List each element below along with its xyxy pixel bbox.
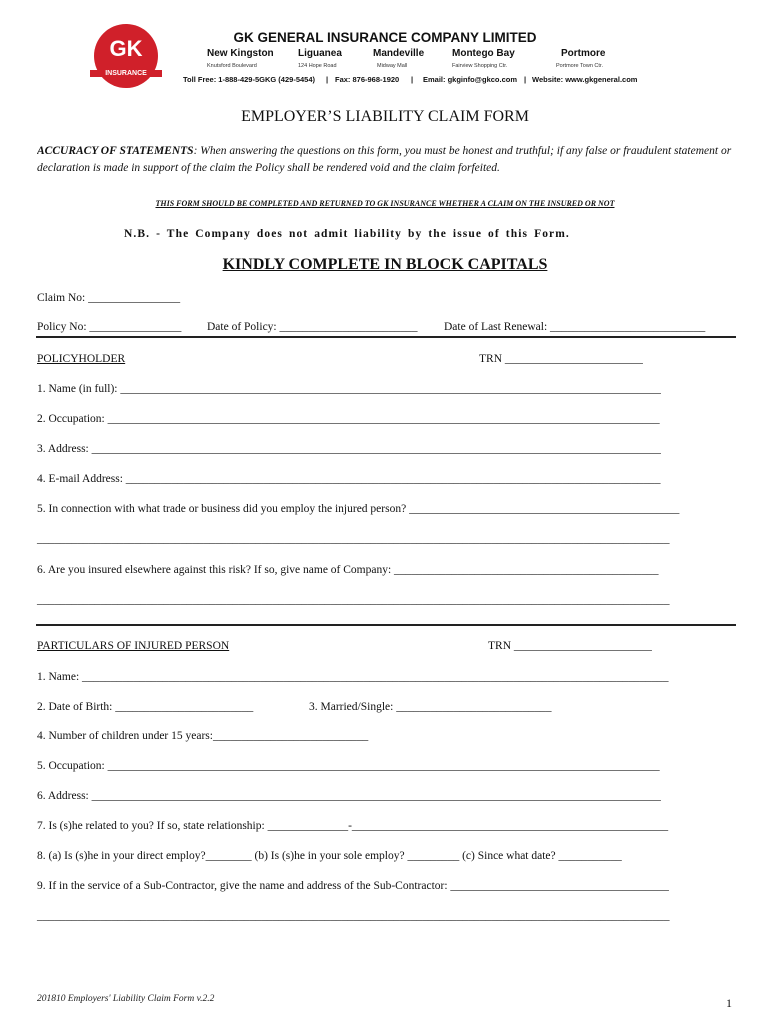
return-notice: THIS FORM SHOULD BE COMPLETED AND RETURNED TO GK INSURANCE WHETHER A CLAIM ON THE INSURED OR NOT <box>155 199 615 208</box>
section-divider <box>36 624 736 626</box>
relationship-field[interactable]: 7. Is (s)he related to you? If so, state relationship: ______________-_______________________________________________________ <box>37 820 669 832</box>
insured-elsewhere-field[interactable]: 6. Are you insured elsewhere against this risk? If so, give name of Company: ______________________________________________ <box>37 564 659 576</box>
injured-occupation-field[interactable]: 5. Occupation: ________________________________________________________________________________________________ <box>37 760 660 772</box>
location-address: 124 Hope Road <box>298 63 337 69</box>
email-address: Email: gkginfo@gkco.com <box>423 75 517 84</box>
location-address: Knutsford Boulevard <box>207 63 257 69</box>
claim-no-field[interactable]: Claim No: ________________ <box>37 292 181 304</box>
trade-business-line[interactable]: ______________________________________________________________________________________________________________ <box>37 533 670 545</box>
form-title: EMPLOYER’S LIABILITY CLAIM FORM <box>241 108 529 125</box>
toll-free-number: Toll Free: 1-888-429-5GKG (429-5454) <box>183 75 316 84</box>
policy-no-field[interactable]: Policy No: ________________ <box>37 321 182 333</box>
location-name: New Kingston <box>207 48 274 59</box>
page-number: 1 <box>726 996 732 1010</box>
block-capitals-heading: KINDLY COMPLETE IN BLOCK CAPITALS <box>222 256 548 273</box>
policyholder-name-field[interactable]: 1. Name (in full): ______________________________________________________________________________________________ <box>37 383 661 395</box>
separator: | <box>411 75 414 84</box>
location-address: Fairview Shopping Ctr. <box>452 63 508 69</box>
location-address: Midway Mall <box>377 63 408 69</box>
accuracy-label: ACCURACY OF STATEMENTS <box>37 145 194 157</box>
website: Website: www.gkgeneral.com <box>532 75 638 84</box>
separator: | <box>524 75 527 84</box>
location-address: Portmore Town Ctr. <box>556 63 603 69</box>
location-name: Liguanea <box>298 48 342 59</box>
logo-text: GK <box>109 36 143 61</box>
company-name: GK GENERAL INSURANCE COMPANY LIMITED <box>233 30 537 45</box>
form-version: 201810 Employers' Liability Claim Form v.2.2 <box>37 994 215 1004</box>
policyholder-heading: POLICYHOLDER <box>37 353 126 365</box>
sub-contractor-field[interactable]: 9. If in the service of a Sub-Contractor, give the name and address of the Sub-Contractor: ______________________________________ <box>37 880 669 892</box>
injured-name-field[interactable]: 1. Name: ______________________________________________________________________________________________________ <box>37 671 669 683</box>
injured-address-field[interactable]: 6. Address: ___________________________________________________________________________________________________ <box>37 790 661 802</box>
location-name: Portmore <box>561 48 606 59</box>
children-count-field[interactable]: 4. Number of children under 15 years:___________________________ <box>37 730 369 742</box>
marital-status-field[interactable]: 3. Married/Single: ___________________________ <box>309 701 552 713</box>
policyholder-address-field[interactable]: 3. Address: ___________________________________________________________________________________________________ <box>37 443 661 455</box>
policyholder-email-field[interactable]: 4. E-mail Address: _____________________________________________________________________________________________ <box>37 473 661 485</box>
accuracy-text: : When answering the questions on this form, you must be honest and truthful; if any false or fraudulent statement or declaration is made in support of the claim the Policy shall be rendered void and the claim forfeited. <box>37 145 732 174</box>
section-divider <box>36 336 736 338</box>
separator: | <box>326 75 329 84</box>
injured-person-heading: PARTICULARS OF INJURED PERSON <box>37 640 230 652</box>
sub-contractor-line[interactable]: ______________________________________________________________________________________________________________ <box>37 910 670 922</box>
insured-elsewhere-line[interactable]: ______________________________________________________________________________________________________________ <box>37 594 670 606</box>
location-name: Mandeville <box>373 48 425 59</box>
date-of-birth-field[interactable]: 2. Date of Birth: ________________________ <box>37 701 254 713</box>
fax-number: Fax: 876-968-1920 <box>335 75 400 84</box>
injured-trn-field[interactable]: TRN ________________________ <box>488 640 652 652</box>
trade-business-field[interactable]: 5. In connection with what trade or business did you employ the injured person? _______________________________________________ <box>37 503 680 515</box>
accuracy-statement <box>37 143 732 177</box>
liability-note: N.B. - The Company does not admit liability by the issue of this Form. <box>124 228 570 240</box>
policyholder-occupation-field[interactable]: 2. Occupation: ________________________________________________________________________________________________ <box>37 413 660 425</box>
logo-subtext: INSURANCE <box>90 70 162 77</box>
employment-field[interactable]: 8. (a) Is (s)he in your direct employ?________ (b) Is (s)he in your sole employ? _________ (c) Since what date? ___________ <box>37 850 622 862</box>
policyholder-trn-field[interactable]: TRN ________________________ <box>479 353 643 365</box>
date-last-renewal-field[interactable]: Date of Last Renewal: ___________________________ <box>444 321 706 333</box>
date-of-policy-field[interactable]: Date of Policy: ________________________ <box>207 321 418 333</box>
location-name: Montego Bay <box>452 48 515 59</box>
